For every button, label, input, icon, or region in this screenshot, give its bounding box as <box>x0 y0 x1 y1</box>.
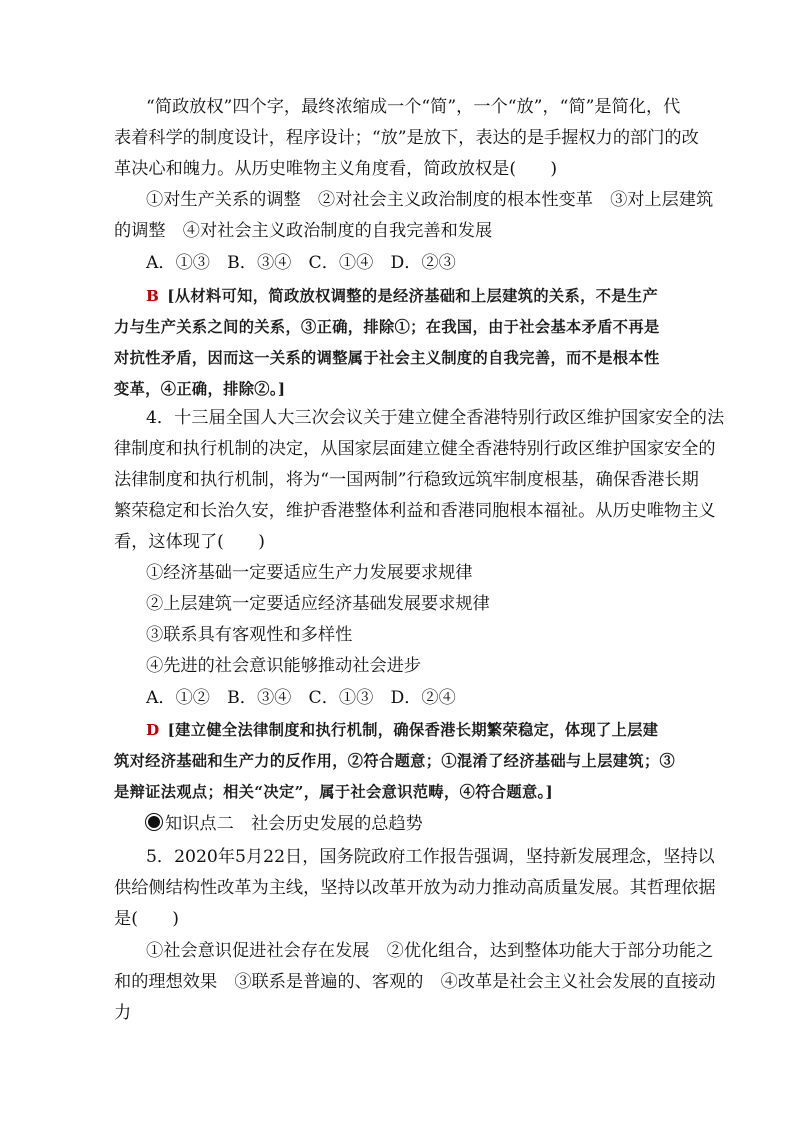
circle-bullet-icon <box>146 814 162 830</box>
q4-stem-line: 4．十三届全国人大三次会议关于建立健全香港特别行政区维护国家安全的法 <box>146 408 725 428</box>
q5-stem-line: 供给侧结构性改革为主线，坚持以改革开放为动力推动高质量发展。其哲理依据 <box>114 878 716 898</box>
q4-option: ①经济基础一定要适应生产力发展要求规律 <box>146 563 473 583</box>
q4-option: ②上层建筑一定要适应经济基础发展要求规律 <box>146 594 490 614</box>
q5-option-line: 和的理想效果 ③联系是普遍的、客观的 ④改革是社会主义社会发展的直接动 <box>114 972 716 992</box>
q3-explanation-line: 对抗性矛盾，因而这一关系的调整属于社会主义制度的自我完善，而不是根本性 <box>114 349 660 367</box>
q4-option: ③联系具有客观性和多样性 <box>146 625 353 645</box>
q5-option-line: 力 <box>114 1003 132 1023</box>
q5-option-line: ①社会意识促进社会存在发展 ②优化组合，达到整体功能大于部分功能之 <box>146 941 714 961</box>
q4-stem-line: 法律制度和执行机制，将为“一国两制”行稳致远筑牢制度根基，确保香港长期 <box>114 470 699 490</box>
q3-answer-key: B <box>146 287 160 305</box>
knowledge-point-label: 知识点二 社会历史发展的总趋势 <box>165 814 423 834</box>
q4-explanation-line <box>146 719 716 741</box>
q3-stem-line: 革决心和魄力。从历史唯物主义角度看，简政放权是( ) <box>114 159 558 179</box>
q5-stem-line: 是( ) <box>114 909 179 929</box>
q4-stem-line: 看，这体现了( ) <box>114 532 265 552</box>
knowledge-point-heading <box>146 813 716 835</box>
q4-explanation-line: 是辩证法观点；相关“决定”，属于社会意识范畴，④符合题意。] <box>114 783 554 801</box>
q4-stem-line: 律制度和执行机制的决定，从国家层面建立健全香港特别行政区维护国家安全的 <box>114 439 716 459</box>
q3-option-line: 的调整 ④对社会主义政治制度的自我完善和发展 <box>114 221 493 241</box>
q4-answer-key: D <box>146 721 160 739</box>
q3-stem-line: “简政放权”四个字，最终浓缩成一个“简”，一个“放”，“简”是简化，代 <box>146 97 681 117</box>
q4-stem-line: 繁荣稳定和长治久安，维护香港整体利益和香港同胞根本福祉。从历史唯物主义 <box>114 501 716 521</box>
q4-option: ④先进的社会意识能够推动社会进步 <box>146 656 422 676</box>
q3-option-line: ①对生产关系的调整 ②对社会主义政治制度的根本性变革 ③对上层建筑 <box>146 190 714 210</box>
q3-stem-line: 表着科学的制度设计，程序设计；“放”是放下，表达的是手握权力的部门的改 <box>114 128 699 148</box>
q3-explanation-line: 变革，④正确，排除②。] <box>114 380 286 398</box>
q4-explanation-line: 筑对经济基础和生产力的反作用，②符合题意；①混淆了经济基础与上层建筑；③ <box>114 752 676 770</box>
q3-explanation-text: [从材料可知，简政放权调整的是经济基础和上层建筑的关系，不是生产 <box>167 287 659 305</box>
q3-explanation-line: 力与生产关系之间的关系，③正确，排除①；在我国，由于社会基本矛盾不再是 <box>114 318 660 336</box>
q4-explanation-text: [建立健全法律制度和执行机制，确保香港长期繁荣稳定，体现了上层建 <box>167 721 659 739</box>
q3-explanation-line <box>146 285 716 307</box>
q4-choices: A．①② B．③④ C．①③ D．②④ <box>146 688 456 708</box>
q5-stem-line: 5．2020年5月22日，国务院政府工作报告强调，坚持新发展理念，坚持以 <box>146 847 715 867</box>
q3-choices: A．①③ B．③④ C．①④ D．②③ <box>146 253 456 273</box>
